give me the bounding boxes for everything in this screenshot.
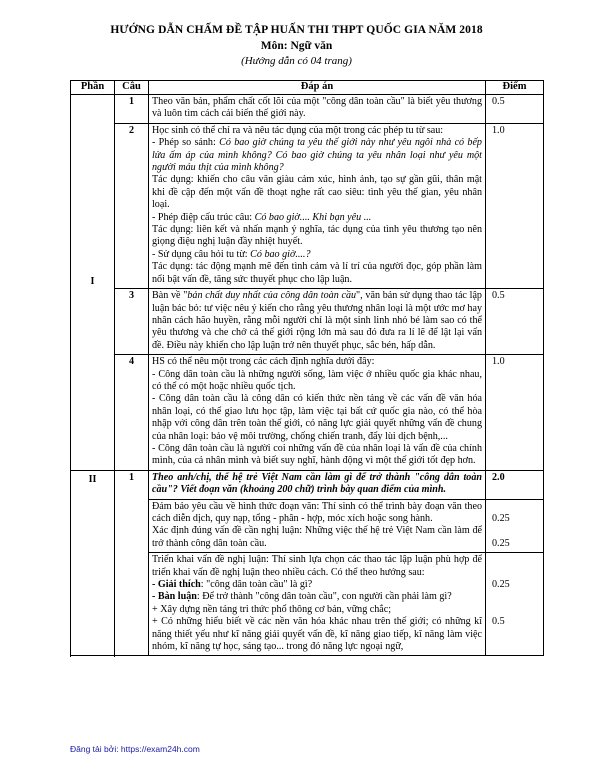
discuss-point: + Xây dựng nền tảng tri thức phổ thông cơ bản, vững chắc; [152, 603, 392, 615]
prompt-cell [149, 470, 486, 499]
grading-table [70, 80, 544, 656]
definition-item: - Công dân toàn cầu là những người sống, làm việc ở nhiều quốc gia khác nhau, có thể có một hoặc nhiều quốc tịch. [152, 368, 482, 392]
question-number: 3 [115, 289, 149, 355]
device-rhetorical-question: - Sử dụng câu hỏi tu từ: Có bao giờ....? [152, 248, 311, 260]
question-number: 2 [115, 123, 149, 288]
device-effect: Tác dụng: khiến cho câu văn giàu cảm xúc, hình ảnh, tạo sự gần gũi, thân mật khi đề cập đến một vấn đề thoạt nghe rất cao siêu: tình yêu thế gian, yêu nhân loại. [152, 174, 482, 211]
document-title: HƯỚNG DẪN CHẤM ĐỀ TẬP HUẤN THI THPT QUỐC GIA NĂM 2018 [110, 24, 483, 36]
definition-item: - Công dân toàn cầu là người coi những vấn đề của nhân loại là vấn đề của chính mình, của cả nhân mình và biết suy nghĩ, hành động vì một thế giới tốt đẹp hơn. [152, 442, 482, 467]
explain-score: 0.25 [492, 579, 510, 590]
table-header-row [71, 81, 544, 95]
discuss-point: + Có những hiểu biết về các nền văn hóa khác nhau trên thế giới; có những kĩ năng thiết yếu như kĩ năng giải quyết vấn đề, kĩ năng giao tiếp, kĩ năng làm việc nhóm, kĩ năng tự học, sáng tạo... trong đó năng lực ngoại ngữ, [152, 616, 482, 653]
score-cell: 0.5 [486, 289, 544, 355]
answer-cell [149, 289, 486, 355]
question-number: 1 [115, 470, 149, 656]
score-cell: 2.0 [486, 470, 544, 499]
discuss-score: 0.5 [492, 616, 505, 628]
explain-item: - Giải thích: "công dân toàn cầu" là gì? [152, 579, 313, 591]
table-row [71, 95, 544, 124]
answer-cell [149, 553, 486, 656]
form-score: 0.25 [492, 512, 510, 524]
answer-intro: Học sinh có thể chỉ ra và nêu tác dụng của một trong các phép tu từ sau: [152, 124, 444, 136]
device-simile: - Phép so sánh: Có bao giờ chúng ta yêu thế giới này như yêu ngôi nhà có bếp lửa ấm áp của mình không? Có bao giờ chúng ta yêu nhân loại như yêu một người máu thịt của mình không? [152, 137, 482, 174]
essay-prompt: Theo anh/chị, thế hệ trẻ Việt Nam cần làm gì để trở thành "công dân toàn cầu"? Viết đoạn văn (khoảng 200 chữ) trình bày quan điểm của mình. [152, 471, 482, 496]
table-row [71, 289, 544, 355]
answer-cell [149, 355, 486, 471]
score-cell [486, 553, 544, 656]
answer-cell [149, 123, 486, 288]
development-intro: Triển khai vấn đề nghị luận: Thí sinh lựa chọn các thao tác lập luận phù hợp để triển khai vấn đề nghị luận theo nhiều cách. Có thể theo hướng sau: [152, 554, 482, 578]
device-effect: Tác dụng: tác động mạnh mẽ đến tình cảm và lí trí của người đọc, góp phần làm nổi bật vấn đề, tăng sức thuyết phục cho lập luận. [152, 261, 482, 285]
device-repetition: - Phép điệp cấu trúc câu: Có bao giờ.... Khi bạn yêu ... [152, 211, 372, 223]
header-question: Câu [115, 81, 149, 95]
device-effect: Tác dụng: liên kết và nhấn mạnh ý nghĩa, tác dụng của tình yêu thương tạo nên giọng điệu nghị luận đầy nhiệt huyết. [152, 224, 482, 248]
issue-requirement: Xác định đúng vấn đề cần nghị luận: Những việc thế hệ trẻ Việt Nam cần làm để trở thành công dân toàn cầu. [152, 525, 482, 549]
answer-text: Bàn về "bản chất duy nhất của công dân toàn cầu", văn bản sử dụng thao tác lập luận bác bỏ: tư việc nêu ý kiến cho rằng yêu thương nhân loại là một ước mơ hay nhân cách hão huyền, rằng mỗi người chỉ là một sinh linh nhỏ bé làm sao có thể yêu thương và che chở cả thế giới rộng lớn mà sau đó đưa ra lí lẽ để lật lại vấn đề. Điều này khiến cho lập luận trở nên thuyết phục, sắc bén, hấp dẫn. [152, 290, 482, 351]
issue-score: 0.25 [492, 537, 510, 549]
footer-source: Đăng tải bởi: https://exam24h.com [70, 744, 200, 754]
score-cell: 0.5 [486, 95, 544, 124]
page-count-note: (Hướng dẫn có 04 trang) [241, 55, 352, 67]
table-row [71, 123, 544, 288]
form-requirement: Đảm bảo yêu cầu về hình thức đoạn văn: Thí sinh có thể trình bày đoạn văn theo cách diễn dịch, quy nạp, tổng - phân - hợp, móc xích hoặc song hành. [152, 500, 482, 524]
question-number: 4 [115, 355, 149, 471]
part-label: I [71, 95, 115, 471]
definition-item: - Công dân toàn cầu là công dân có kiến thức nền tảng về các vấn đề văn hóa nhân loại, có thể giao lưu học tập, làm việc tại bất cứ quốc gia nào, có thể hòa nhập với công dân trên toàn thế giới, có năng lực giải quyết những vấn đề chung của nhân loại: bảo vệ môi trường, chống chiến tranh, đẩy lùi dịch bệnh,... [152, 393, 482, 442]
answer-intro: HS có thể nêu một trong các cách định nghĩa dưới đây: [152, 356, 375, 368]
score-cell [486, 499, 544, 553]
score-cell: 1.0 [486, 355, 544, 471]
answer-cell [149, 499, 486, 553]
header-answer: Đáp án [149, 81, 486, 95]
discuss-item: - Bàn luận: Để trở thành "công dân toàn cầu", con người cần phải làm gì? [152, 591, 452, 603]
header-score: Điểm [486, 81, 544, 95]
answer-cell [149, 95, 486, 124]
table-row [71, 470, 544, 499]
header-part: Phần [71, 81, 115, 95]
answer-text: Theo văn bản, phẩm chất cốt lõi của một "công dân toàn cầu" là biết yêu thương và luôn tìm cách cải biến thế giới này. [152, 96, 482, 120]
score-cell: 1.0 [486, 123, 544, 288]
subject-line: Môn: Ngữ văn [260, 40, 333, 52]
part-label: II [71, 470, 115, 656]
question-number: 1 [115, 95, 149, 124]
table-row [71, 355, 544, 471]
